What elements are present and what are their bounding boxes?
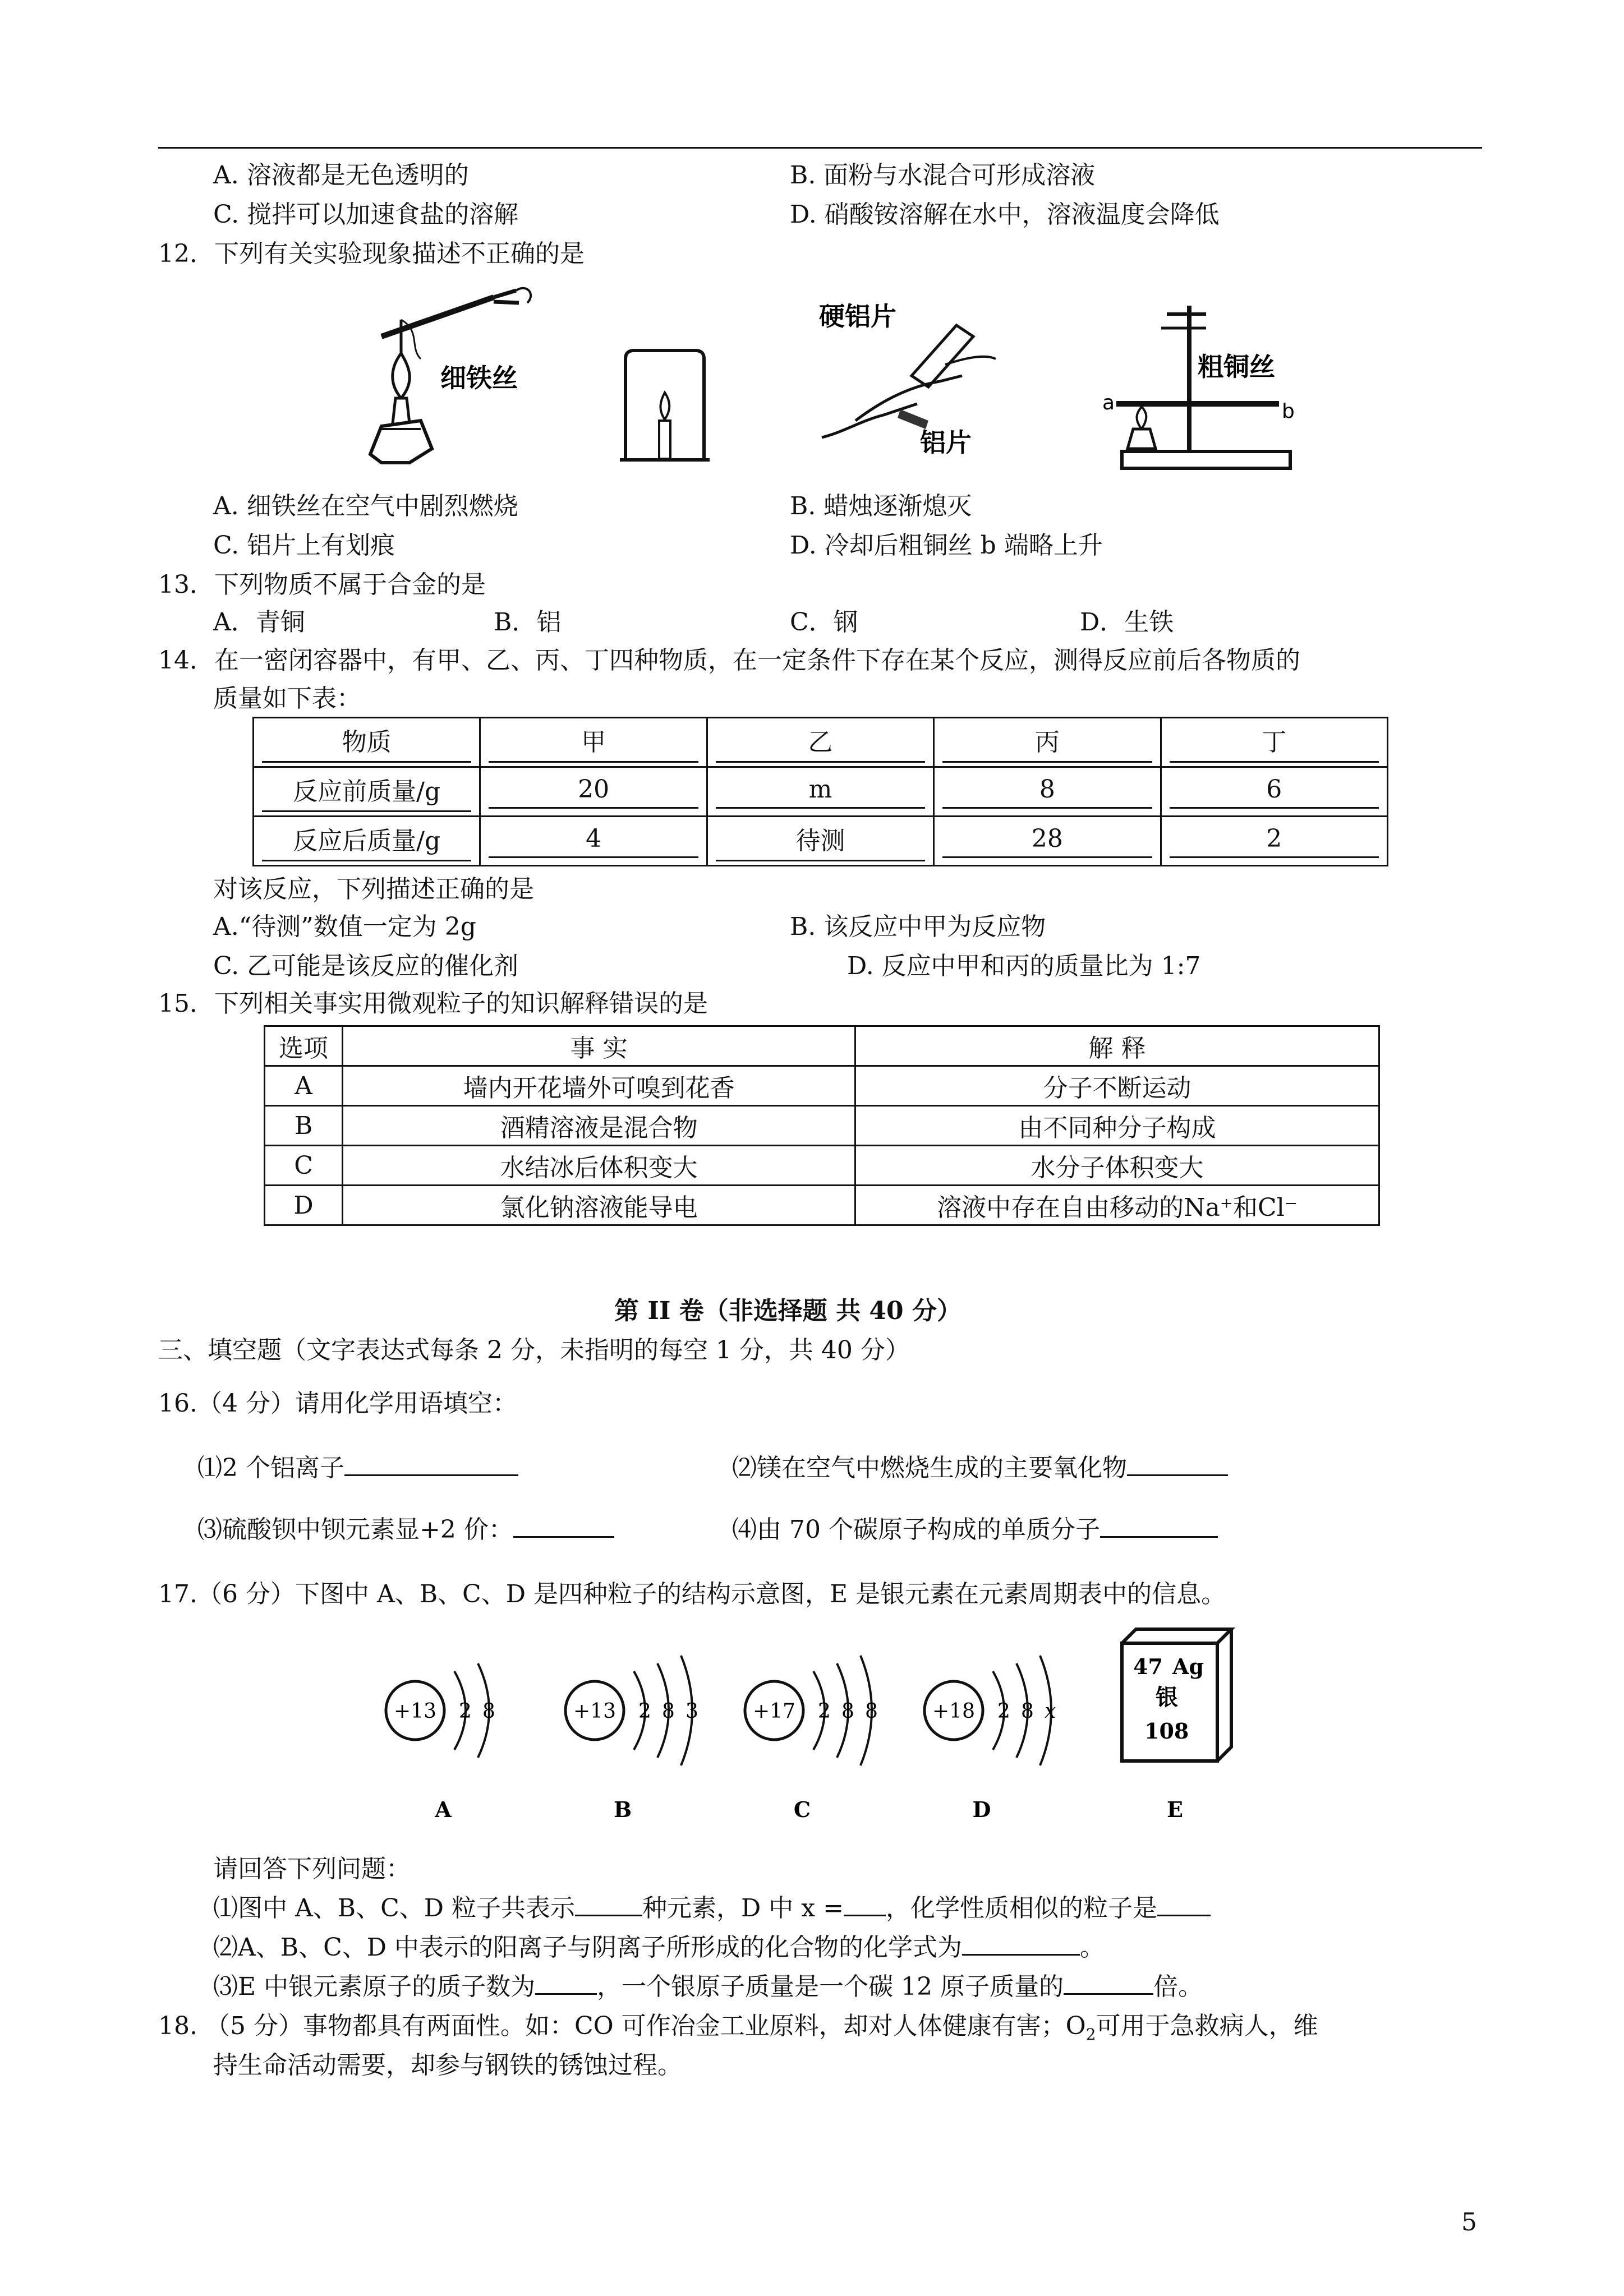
copper-wire-label: 粗铜丝 — [1198, 352, 1275, 382]
q13-option-d: D．生铁 — [1080, 608, 1174, 637]
hard-aluminum-label: 硬铝片 — [819, 301, 896, 331]
table-cell: 事 实 — [343, 1026, 855, 1066]
part-3-heading: 三、填空题（文字表达式每条 2 分，未指明的每空 1 分，共 40 分） — [158, 1336, 910, 1364]
q18-line-2: 持生命活动需要，却参与钢铁的锈蚀过程。 — [213, 2051, 682, 2080]
table-cell: 待测 — [716, 820, 925, 861]
table-cell: 丙 — [942, 722, 1152, 763]
table-cell: 氯化钠溶液能导电 — [343, 1186, 855, 1225]
copper-wire-figure — [1094, 297, 1329, 477]
table-cell: 8 — [942, 775, 1152, 809]
q13-option-c: C．钢 — [790, 608, 858, 637]
table-cell: 解 释 — [855, 1026, 1379, 1066]
q18-line-1: 18. （5 分）事物都具有两面性。如：CO 可作冶金工业原料，却对人体健康有害；$O_2$可用于急救病人，维 — [158, 2012, 1318, 2044]
atom-label: D — [972, 1797, 991, 1822]
table-cell: 丁 — [1170, 722, 1379, 763]
q14-after-text: 对该反应，下列描述正确的是 — [213, 875, 534, 903]
table-cell: 分子不断运动 — [855, 1066, 1379, 1106]
q12-option-d: D. 冷却后粗铜丝 b 端略上升 — [790, 531, 1103, 560]
q13-option-a: A．青铜 — [213, 608, 305, 637]
atom-diagram-b — [565, 1656, 698, 1822]
atom-diagram-d — [924, 1656, 1056, 1822]
aluminum-scratch-figure — [816, 292, 1001, 460]
table-cell: 反应前质量/g — [262, 771, 471, 812]
candle-jar-figure — [620, 348, 710, 465]
electron-count: x — [1045, 1700, 1056, 1723]
electron-count: 8 — [841, 1700, 854, 1723]
q14-option-c: C. 乙可能是该反应的催化剂 — [213, 952, 519, 980]
table-cell: 乙 — [716, 722, 925, 763]
copper-end-b-label: b — [1282, 400, 1295, 423]
electron-count: 8 — [865, 1700, 878, 1723]
table-row — [265, 1026, 1379, 1066]
table-cell: 选项 — [265, 1026, 343, 1066]
electron-count: 3 — [686, 1700, 698, 1723]
table-cell: 甲 — [489, 722, 698, 763]
q11-option-c: C. 搅拌可以加速食盐的溶解 — [213, 200, 519, 229]
table-cell: 物质 — [262, 722, 471, 763]
q11-option-d: D. 硝酸铵溶解在水中，溶液温度会降低 — [790, 200, 1220, 229]
table-cell: D — [265, 1186, 343, 1225]
table-cell: 溶液中存在自由移动的Na⁺和Cl⁻ — [855, 1186, 1379, 1225]
q14-stem-line2: 质量如下表： — [213, 684, 361, 713]
table-cell: C — [265, 1146, 343, 1186]
q15-table — [264, 1025, 1380, 1226]
table-cell: 反应后质量/g — [262, 820, 471, 861]
page-number: 5 — [1461, 2208, 1477, 2237]
particle-structure-diagrams — [370, 1626, 1268, 1834]
table-row — [265, 1106, 1379, 1146]
table-cell: 水结冰后体积变大 — [343, 1146, 855, 1186]
element-name: 银 — [1156, 1684, 1178, 1711]
electron-count: 2 — [997, 1700, 1010, 1723]
element-mass: 108 — [1144, 1718, 1189, 1744]
q14-option-a: A.“待测”数值一定为 2g — [213, 912, 476, 941]
electron-count: 8 — [662, 1700, 675, 1723]
table-cell: 由不同种分子构成 — [855, 1106, 1379, 1146]
table-cell: 4 — [489, 824, 698, 858]
q17-subq-3: ⑶E 中银元素原子的质子数为 ，一个银原子质量是一个碳 12 原子质量的 倍。 — [213, 1972, 1203, 2001]
q17-stem: 17.（6 分）下图中 A、B、C、D 是四种粒子的结构示意图，E 是银元素在元素周期表中的信息。 — [158, 1580, 1226, 1608]
element-symbol: Ag — [1172, 1654, 1204, 1679]
table-cell: 酒精溶液是混合物 — [343, 1106, 855, 1146]
copper-end-a-label: a — [1102, 391, 1115, 414]
q16-stem: 16.（4 分）请用化学用语填空： — [158, 1389, 517, 1418]
q17-subq-2: ⑵A、B、C、D 中表示的阳离子与阴离子所形成的化合物的化学式为 。 — [213, 1933, 1105, 1962]
table-cell: m — [716, 775, 925, 809]
q16-item-3: ⑶硫酸钡中钡元素显+2 价： — [197, 1514, 614, 1546]
q16-item-1: ⑴2 个铝离子 — [197, 1453, 518, 1484]
q11-option-a: A. 溶液都是无色透明的 — [213, 161, 469, 190]
table-row — [254, 817, 1388, 866]
atom-label: B — [613, 1797, 632, 1822]
atom-diagram-a — [386, 1663, 495, 1822]
section-2-title: 第 II 卷（非选择题 共 40 分） — [614, 1297, 961, 1325]
element-number: 47 — [1133, 1654, 1163, 1679]
table-cell: 20 — [489, 775, 698, 809]
table-cell: 墙内开花墙外可嗅到花香 — [343, 1066, 855, 1106]
table-cell: 28 — [942, 824, 1152, 858]
atom-label: C — [793, 1797, 811, 1822]
aluminum-label: 铝片 — [920, 427, 972, 458]
q15-stem: 15．下列相关事实用微观粒子的知识解释错误的是 — [158, 989, 708, 1018]
header-rule — [158, 147, 1482, 149]
electron-count: 2 — [459, 1700, 472, 1723]
q16-item-4: ⑷由 70 个碳原子构成的单质分子 — [732, 1514, 1218, 1546]
electron-count: 8 — [482, 1700, 495, 1723]
q13-option-b: B．铝 — [494, 608, 562, 637]
atom-label: A — [435, 1797, 452, 1822]
electron-count: 2 — [638, 1700, 651, 1723]
electron-count: 8 — [1021, 1700, 1034, 1723]
table-cell: 6 — [1170, 775, 1379, 809]
table-cell: 2 — [1170, 824, 1379, 858]
table-row — [265, 1186, 1379, 1225]
atom-diagram-c — [745, 1656, 878, 1822]
q16-item-2: ⑵镁在空气中燃烧生成的主要氧化物 — [732, 1453, 1228, 1484]
q14-stem-line1: 14．在一密闭容器中，有甲、乙、丙、丁四种物质，在一定条件下存在某个反应，测得反应前后各物质的 — [158, 646, 1300, 675]
table-row — [265, 1146, 1379, 1186]
nucleus-charge: +18 — [932, 1700, 975, 1723]
table-row — [265, 1066, 1379, 1106]
iron-wire-figure — [348, 286, 555, 477]
q17-prompt: 请回答下列问题： — [213, 1855, 411, 1883]
nucleus-charge: +13 — [394, 1700, 436, 1723]
electron-count: 2 — [818, 1700, 831, 1723]
table-cell: A — [265, 1066, 343, 1106]
q11-option-b: B. 面粉与水混合可形成溶液 — [790, 161, 1096, 190]
table-cell: 水分子体积变大 — [855, 1146, 1379, 1186]
silver-element-box — [1122, 1629, 1231, 1822]
nucleus-charge: +17 — [753, 1700, 795, 1723]
q14-mass-table — [252, 717, 1388, 866]
q13-stem: 13．下列物质不属于合金的是 — [158, 570, 486, 599]
table-row — [254, 718, 1388, 767]
q17-subq-1: ⑴图中 A、B、C、D 粒子共表示 种元素，D 中 x = ，化学性质相似的粒子是 — [213, 1893, 1211, 1924]
q14-option-d: D. 反应中甲和丙的质量比为 1:7 — [847, 952, 1201, 980]
q12-stem: 12．下列有关实验现象描述不正确的是 — [158, 239, 585, 268]
q14-option-b: B. 该反应中甲为反应物 — [790, 912, 1046, 941]
nucleus-charge: +13 — [573, 1700, 616, 1723]
element-label: E — [1167, 1797, 1183, 1822]
table-cell: B — [265, 1106, 343, 1146]
q12-option-b: B. 蜡烛逐渐熄灭 — [790, 492, 972, 520]
iron-wire-label: 细铁丝 — [440, 363, 518, 393]
q12-option-a: A. 细铁丝在空气中剧烈燃烧 — [213, 492, 518, 520]
q12-option-c: C. 铝片上有划痕 — [213, 531, 395, 560]
table-row — [254, 767, 1388, 817]
